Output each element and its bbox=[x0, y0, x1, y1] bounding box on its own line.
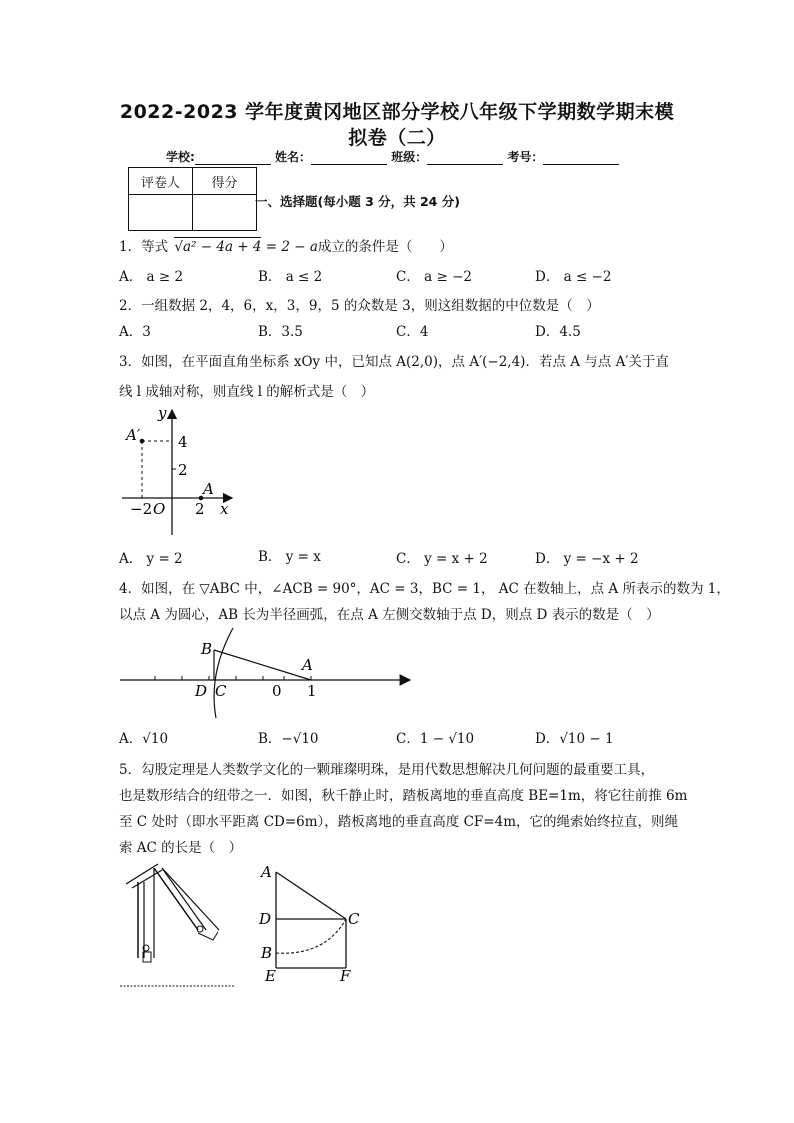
q3-option-a[interactable]: A． y = 2 bbox=[119, 551, 183, 567]
class-label: 班级： bbox=[391, 150, 428, 164]
reviewer-cell[interactable] bbox=[129, 195, 193, 231]
q2-option-a[interactable]: A．3 bbox=[119, 324, 151, 340]
q5-label-c: C bbox=[348, 910, 360, 928]
q5-label-b: B bbox=[261, 944, 273, 962]
q3-option-c[interactable]: C． y = x + 2 bbox=[396, 551, 488, 567]
q4-label-a: A bbox=[302, 656, 313, 674]
score-cell[interactable] bbox=[193, 195, 257, 231]
q3-option-b[interactable]: B． y = x bbox=[258, 549, 321, 565]
q3-tick-neg2: −2 bbox=[130, 500, 153, 518]
q1-suffix: 成立的条件是（ ） bbox=[317, 239, 453, 255]
q4-option-b-letter: B． bbox=[258, 731, 282, 747]
q3-point-a-prime bbox=[140, 439, 145, 444]
page-title-line1: 2022-2023 学年度黄冈地区部分学校八年级下学期数学期末模 bbox=[119, 101, 675, 123]
q4-label-d: D bbox=[195, 682, 208, 700]
q5-label-e: E bbox=[265, 967, 276, 985]
q1-rhs: = 2 − a bbox=[265, 239, 318, 255]
score-table bbox=[128, 167, 257, 231]
q5-label-f: F bbox=[340, 967, 351, 985]
question-5-line3: 至 C 处时（即水平距离 CD=6m），踏板离地的垂直高度 CF=4m，它的绳索始终拉直，则绳 bbox=[119, 814, 678, 830]
q3-tick-4: 4 bbox=[178, 433, 188, 451]
q1-option-d[interactable]: D． a ≤ −2 bbox=[535, 269, 612, 285]
school-field[interactable] bbox=[195, 152, 271, 165]
q3-tick-2y: 2 bbox=[178, 461, 188, 479]
q4-option-c-letter: C． bbox=[396, 731, 420, 747]
q4-number-line-figure bbox=[112, 622, 422, 722]
q4-option-d-value: √10 − 1 bbox=[559, 731, 614, 747]
q3-tick-2x: 2 bbox=[195, 500, 205, 518]
q4-option-d-letter: D． bbox=[535, 731, 560, 747]
class-field[interactable] bbox=[427, 152, 503, 165]
q1-radicand: a² − 4a + 4 bbox=[183, 239, 262, 255]
q1-option-b[interactable]: B． a ≤ 2 bbox=[258, 269, 323, 285]
q3-option-d[interactable]: D． y = −x + 2 bbox=[535, 551, 639, 567]
student-info-row bbox=[166, 148, 619, 165]
question-5-line2: 也是数形结合的纽带之一．如图，秋千静止时，踏板离地的垂直高度 BE=1m，将它往前推 6m bbox=[119, 788, 688, 804]
q4-label-zero: 0 bbox=[272, 682, 282, 700]
q5-label-d: D bbox=[259, 910, 272, 928]
q1-option-a[interactable]: A． a ≥ 2 bbox=[119, 269, 184, 285]
reviewer-header: 评卷人 bbox=[129, 168, 193, 195]
question-5-line1: 5．勾股定理是人类数学文化的一颗璀璨明珠，是用代数思想解决几何问题的最重要工具， bbox=[119, 762, 655, 778]
q3-label-a: A bbox=[203, 480, 214, 498]
q1-number: 1． bbox=[119, 239, 142, 255]
q4-option-c-value: 1 − √10 bbox=[419, 731, 475, 747]
q2-option-d[interactable]: D．4.5 bbox=[535, 324, 581, 340]
name-field[interactable] bbox=[311, 152, 387, 165]
q4-label-one: 1 bbox=[307, 682, 317, 700]
question-5-line4: 索 AC 的长是（ ） bbox=[119, 840, 243, 856]
q3-origin-label: O bbox=[153, 500, 166, 518]
q4-option-c[interactable] bbox=[396, 727, 474, 747]
q2-option-c[interactable]: C．4 bbox=[396, 324, 429, 340]
school-label: 学校: bbox=[166, 150, 195, 164]
q4-label-b: B bbox=[201, 640, 213, 658]
question-2: 2．一组数据 2，4，6，x，3，9，5 的众数是 3，则这组数据的中位数是（ ） bbox=[119, 298, 600, 314]
q4-option-a-value: √10 bbox=[142, 731, 169, 747]
q3-label-a-prime: A′ bbox=[126, 426, 141, 444]
q5-geometry-figure bbox=[255, 860, 365, 985]
exam-no-field[interactable] bbox=[543, 152, 619, 165]
q4-option-a[interactable] bbox=[119, 727, 168, 747]
section-title: 一、选择题(每小题 3 分，共 24 分) bbox=[255, 194, 460, 209]
q3-y-label: y bbox=[158, 404, 167, 422]
name-label: 姓名： bbox=[275, 150, 312, 164]
score-header: 得分 bbox=[193, 168, 257, 195]
q1-prefix: 等式 bbox=[141, 239, 169, 255]
question-3-line1: 3．如图，在平面直角坐标系 xOy 中，已知点 A(2,0)，点 A′(−2,4)．若点 A 与点 A′关于直 bbox=[119, 354, 669, 370]
q4-option-d[interactable] bbox=[535, 727, 614, 747]
q3-x-label: x bbox=[220, 500, 229, 518]
q4-option-a-letter: A． bbox=[119, 731, 143, 747]
exam-no-label: 考号： bbox=[507, 150, 544, 164]
q4-segment-ab bbox=[214, 650, 311, 680]
q1-radical: √a² − 4a + 4 bbox=[174, 239, 262, 255]
question-4-line2: 以点 A 为圆心，AB 长为半径画弧，在点 A 左侧交数轴于点 D，则点 D 表示的数是（ ） bbox=[119, 607, 660, 623]
question-3-line2: 线 l 成轴对称，则直线 l 的解析式是（ ） bbox=[119, 384, 375, 400]
q5-label-a: A bbox=[261, 863, 272, 881]
question-1 bbox=[119, 235, 453, 255]
q4-arc bbox=[214, 628, 233, 718]
q4-option-b[interactable] bbox=[258, 727, 319, 747]
q1-option-c[interactable]: C． a ≥ −2 bbox=[396, 269, 472, 285]
q4-label-c: C bbox=[215, 682, 227, 700]
q3-coordinate-figure bbox=[112, 400, 247, 540]
q5-swing-illustration bbox=[118, 858, 243, 993]
page-title-line2: 拟卷（二） bbox=[348, 127, 446, 149]
question-4-line1: 4．如图，在 ▽ABC 中，∠ACB = 90°，AC = 3，BC = 1， AC 在数轴上，点 A 所表示的数为 1， bbox=[119, 581, 730, 597]
q4-option-b-value: −√10 bbox=[281, 731, 319, 747]
q2-option-b[interactable]: B．3.5 bbox=[258, 324, 303, 340]
